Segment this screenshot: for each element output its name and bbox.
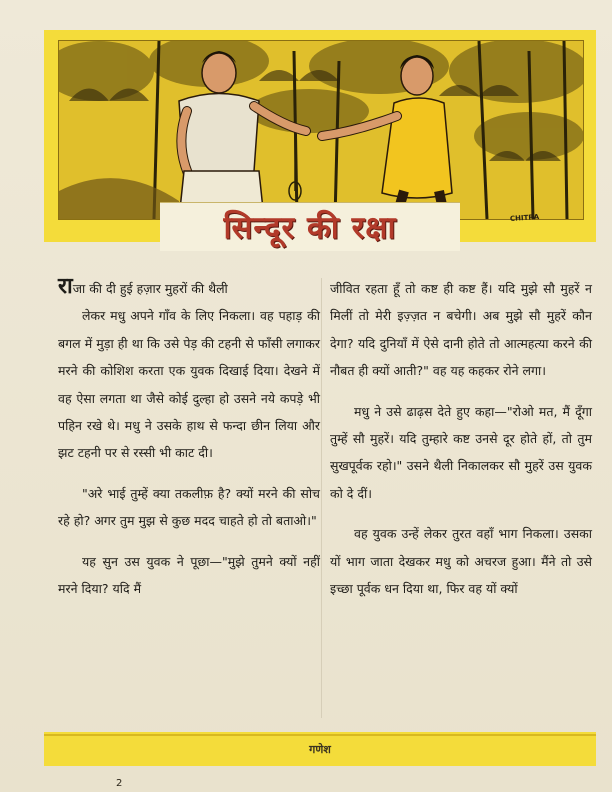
paragraph-youth-runs: वह युवक उन्हें लेकर तुरत वहाँ भाग निकला। उसका यों भाग जाता देखकर मधु को अचरज हुआ। मैंने तो उसे इच्छा पूर्वक धन दिया था, फिर वह यों क्यों [330,526,592,597]
artist-signature: CHITRA [509,212,540,224]
story-illustration [58,40,584,220]
paragraph-youth-lament: जीवित रहता हूँ तो कष्ट ही कष्ट हैं। यदि मुझे सौ मुहरें न मिलीं तो मेरी इज़्ज़त न बचेगी। अब मुझे सौ मुहरें कौन देगा? यदि दुनियाँ में ऐसे दानी होते तो आत्महत्या करने की नौबत ही क्यों आती?" वह यह कहकर रोने लगा। [330,281,592,379]
drop-cap: रा [58,273,73,299]
opening-line: जा की दी हुई हज़ार मुहरों की थैली [72,281,228,296]
paragraph-youth-question: यह सुन उस युवक ने पूछा—"मुझे तुमने क्यों नहीं मरने दिया? यदि मैं [58,553,320,597]
footer-rule [44,734,596,736]
right-text-column [330,275,592,602]
page-number: 2 [116,778,123,789]
paragraph-opening [58,275,320,302]
paragraph-dialogue-madhu: "अरे भाई तुम्हें क्या तकलीफ़ है? क्यों मरने की सोच रहे हो? अगर तुम मुझ से कुछ मदद चाहते हो तो बताओ।" [58,485,320,529]
paragraph-madhu-consoles: मधु ने उसे ढाढ़स देते हुए कहा—"रोओ मत, मैं दूँगा तुम्हें सौ मुहरें। यदि तुम्हारे कष्ट उनसे दूर होते हों, तो तुम सुखपूर्वक रहो।" उसने थैली निकालकर सौ मुहरें उस युवक को दे दीं। [330,403,592,501]
paragraph-opening-continued: लेकर मधु अपने गाँव के लिए निकला। वह पहाड़ की बगल में मुड़ा ही था कि उसे पेड़ की टहनी से फाँसी लगाकर मरने की कोशिश करता एक युवक दिखाई दिया। देखने में वह ऐसा लगता था जैसे कोई दुल्हा हो उसने नये कपड़े भी पहिन रखे थे। मधु ने उसके हाथ से फन्दा छीन लिया और झट टहनी पर से रस्सी भी काट दी। [58,308,320,461]
story-title: सिन्दूर की रक्षा [223,210,397,246]
left-text-column [58,275,320,602]
title-box [160,202,460,251]
footer-label: गणेश [309,743,331,756]
column-divider [321,278,322,718]
forest-scene-drawing [59,41,583,219]
